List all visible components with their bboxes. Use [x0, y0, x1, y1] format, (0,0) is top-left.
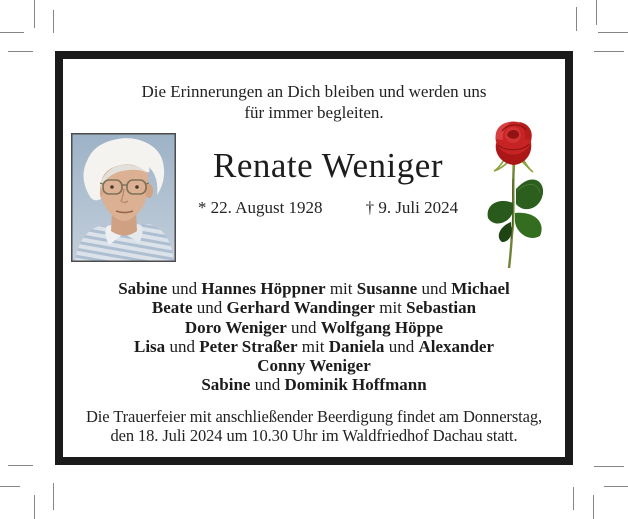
deceased-block [179, 145, 477, 218]
funeral-info-line1: Die Trauerfeier mit anschließender Beerdigung findet am Donnerstag, [85, 407, 543, 426]
crop-mark [573, 487, 574, 510]
funeral-info-line2: den 18. Juli 2024 um 10.30 Uhr im Waldfriedhof Dachau statt. [110, 426, 518, 445]
portrait-photo [71, 133, 176, 262]
crop-mark [596, 0, 597, 25]
memorial-verse-line2: für immer begleiten. [244, 103, 384, 122]
family-line: Sabine und Dominik Hoffmann [201, 375, 427, 395]
memorial-verse-line1: Die Erinnerungen an Dich bleiben und werden uns [141, 82, 487, 101]
crop-mark [593, 495, 594, 519]
crop-mark [594, 466, 624, 467]
crop-mark [0, 32, 24, 33]
crop-mark [34, 495, 35, 519]
family-list [63, 279, 565, 395]
crop-mark [604, 486, 628, 487]
crop-mark [8, 51, 33, 52]
crop-mark [34, 0, 35, 28]
life-dates [179, 197, 477, 218]
crop-mark [8, 465, 33, 466]
crop-mark [598, 32, 628, 33]
crop-mark [576, 7, 577, 31]
family-line: Lisa und Peter Straßer mit Daniela und Alexander [134, 336, 494, 356]
deceased-name: Renate Weniger [213, 146, 443, 185]
crop-mark [0, 486, 20, 487]
family-line: Doro Weniger und Wolfgang Höppe [184, 317, 444, 337]
notice-frame [55, 51, 573, 465]
crop-mark [594, 51, 624, 52]
funeral-info [63, 407, 565, 445]
death-date: † 9. Juli 2024 [365, 198, 459, 217]
birth-date: * 22. August 1928 [197, 198, 323, 217]
family-line: Sabine und Hannes Höppner mit Susanne und Michael [118, 279, 510, 298]
family-line: Beate und Gerhard Wandinger mit Sebastian [151, 298, 477, 318]
crop-mark [53, 483, 54, 510]
crop-mark [53, 10, 54, 33]
memorial-verse [63, 81, 565, 123]
family-line: Conny Weniger [257, 356, 371, 376]
rose-image [480, 119, 548, 269]
